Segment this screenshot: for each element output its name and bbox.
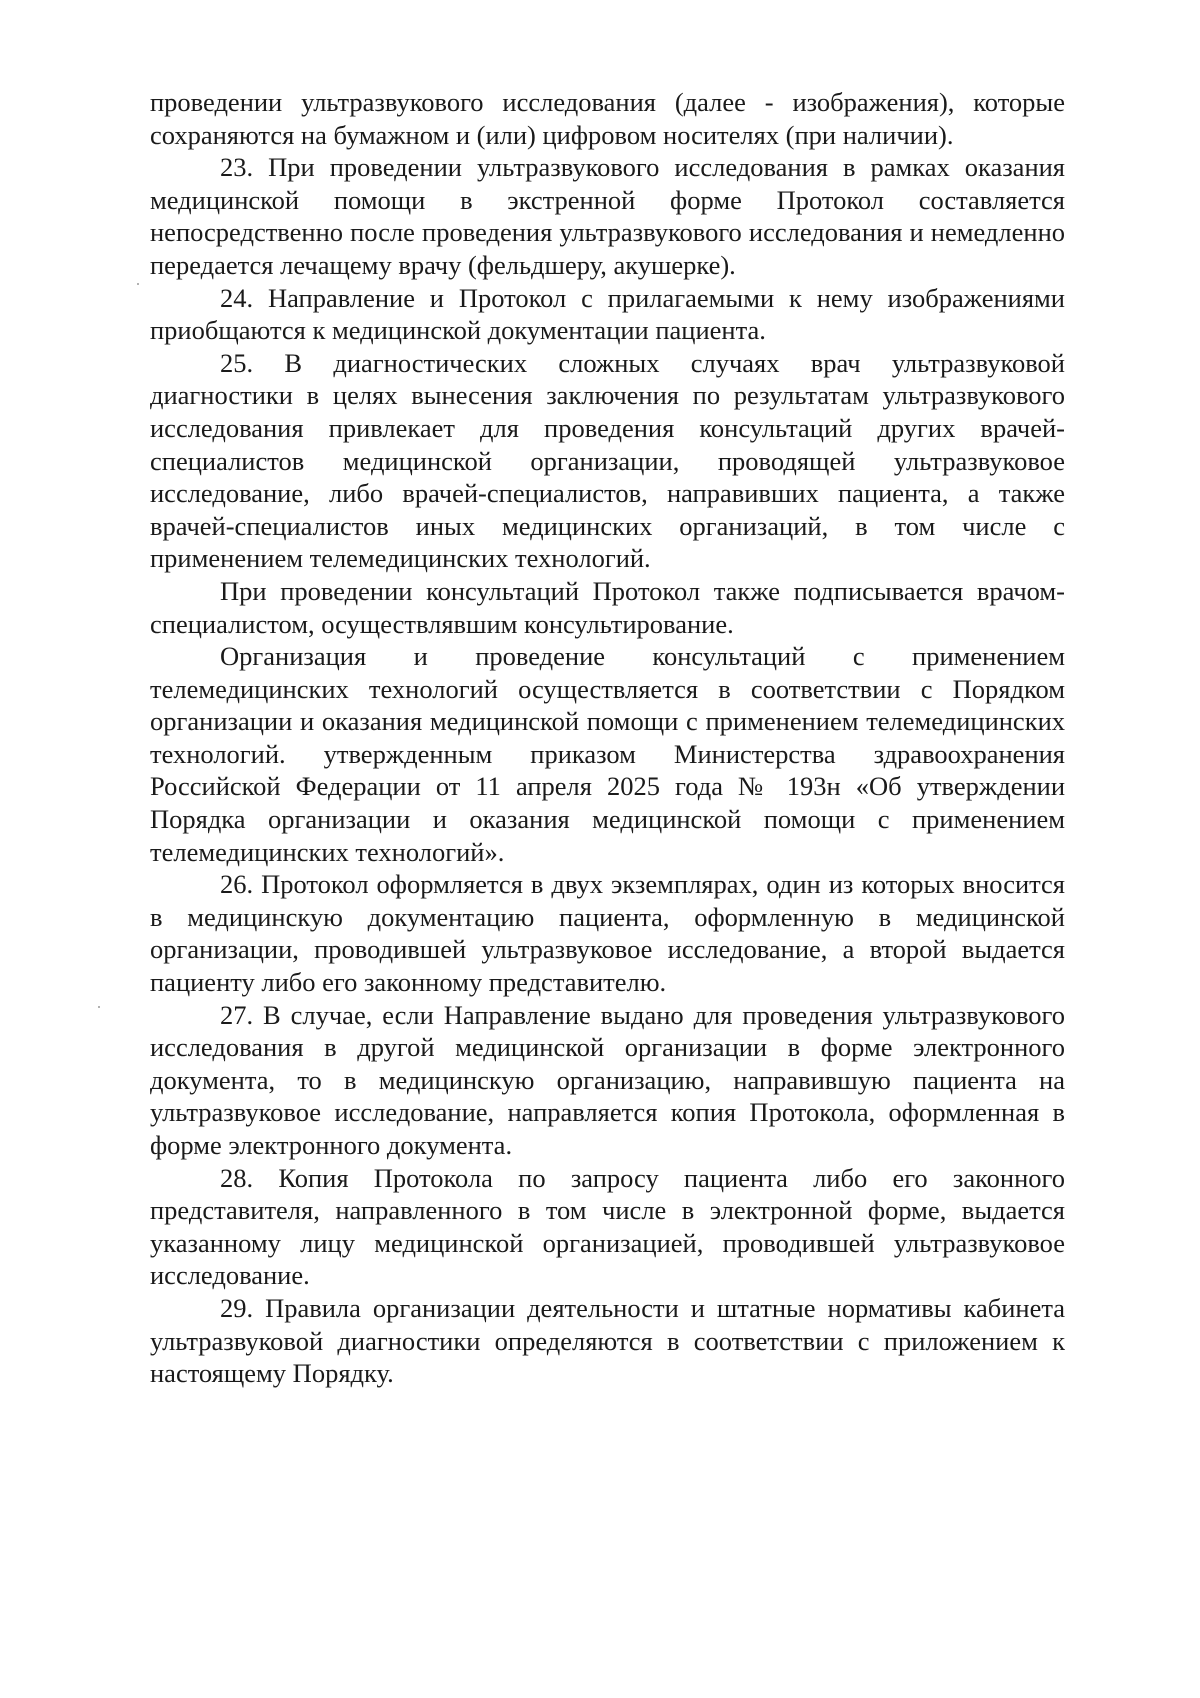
- paragraph-telemedicine: Организация и проведение консультаций с применением телемедицинских технологий осуществляется в соответствии с Порядком организации и оказания медицинской помощи с применением телемедицинских технологий. утвержденным приказом Министерства здравоохранения Российской Федерации от 11 апреля 2025 года № 193н «Об утверждении Порядка организации и оказания медицинской помощи с применением телемедицинских технологий».: [150, 641, 1065, 867]
- paragraph-item-24: 24. Направление и Протокол с прилагаемыми к нему изображениями приобщаются к медицинской документации пациента.: [150, 282, 1065, 346]
- paragraph-item-23: 23. При проведении ультразвукового исследования в рамках оказания медицинской помощи в экстренной форме Протокол составляется непосредственно после проведения ультразвукового исследования и немедленно передается лечащему врачу (фельдшеру, акушерке).: [150, 152, 1065, 280]
- document-body: [150, 86, 1065, 1390]
- paragraph-item-28: 28. Копия Протокола по запросу пациента либо его законного представителя, направленного в том числе в электронной форме, выдается указанному лицу медицинской организацией, проводившей ультразвуковое исследование.: [150, 1162, 1065, 1291]
- paragraph-continuation: проведении ультразвукового исследования (далее - изображения), которые сохраняются на бумажном и (или) цифровом носителях (при наличии).: [150, 87, 1065, 150]
- scan-speck: [137, 283, 139, 285]
- paragraph-item-25: 25. В диагностических сложных случаях врач ультразвуковой диагностики в целях вынесения заключения по результатам ультразвукового исследования привлекает для проведения консультаций других врачей-специалистов медицинской организации, проводящей ультразвуковое исследование, либо врачей-специалистов, направивших пациента, а также врачей-специалистов иных медицинских организаций, в том числе с применением телемедицинских технологий.: [150, 347, 1065, 574]
- scan-speck: [98, 1006, 100, 1008]
- paragraph-item-27: 27. В случае, если Направление выдано для проведения ультразвукового исследования в другой медицинской организации в форме электронного документа, то в медицинскую организацию, направившую пациента на ультразвуковое исследование, направляется копия Протокола, оформленная в форме электронного документа.: [150, 999, 1065, 1160]
- paragraph-item-29: 29. Правила организации деятельности и штатные нормативы кабинета ультразвуковой диагностики определяются в соответствии с приложением к настоящему Порядку.: [150, 1292, 1065, 1389]
- paragraph-item-26: 26. Протокол оформляется в двух экземплярах, один из которых вносится в медицинскую документацию пациента, оформленную в медицинской организации, проводившей ультразвуковое исследование, а второй выдается пациенту либо его законному представителю.: [150, 869, 1065, 998]
- paragraph-consultation-signature: При проведении консультаций Протокол также подписывается врачом-специалистом, осуществлявшим консультирование.: [150, 575, 1065, 639]
